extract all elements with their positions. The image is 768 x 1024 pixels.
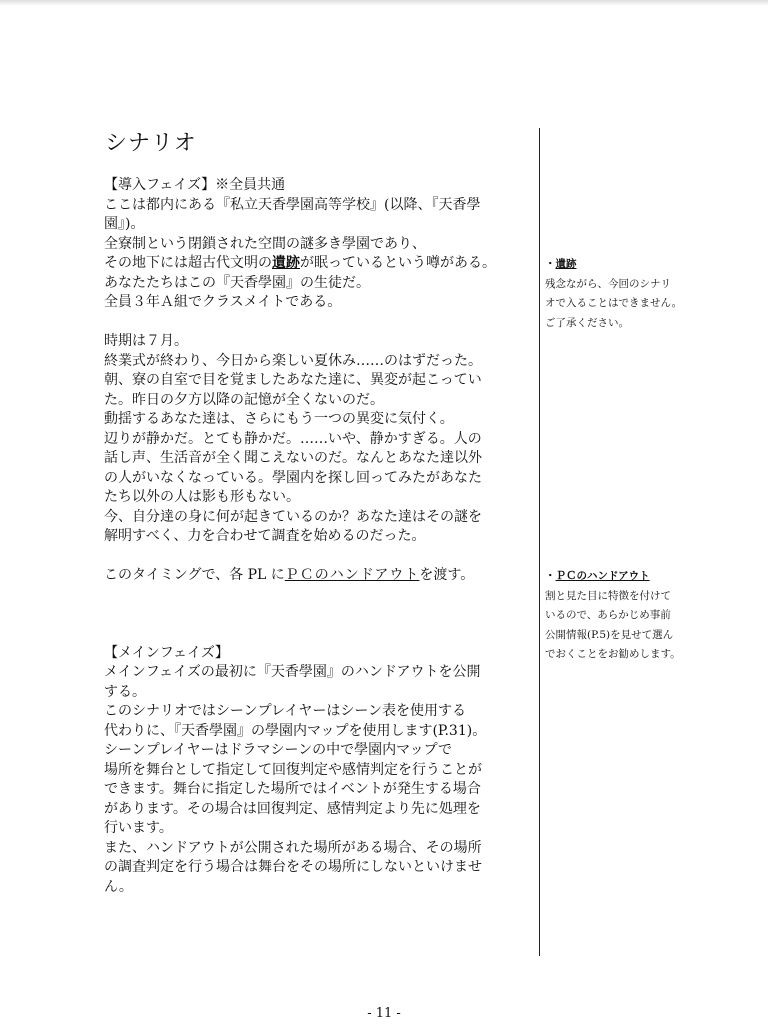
- main-phase-line: また、ハンドアウトが公開された場所がある場合、その場所: [104, 839, 482, 856]
- note-title-text: ＰＣのハンドアウト: [555, 570, 650, 582]
- story-line: 辺りが静かだ。とても静かだ。……いや、静かすぎる。人の: [104, 430, 482, 447]
- main-phase-line: 場所を舞台として指定して回復判定や感情判定を行うことが: [104, 761, 482, 778]
- main-phase-line: があります。その場合は回復判定、感情判定より先に処理を: [104, 800, 481, 817]
- main-column: [104, 176, 538, 897]
- margin-note-line: 割と見た目に特徴を付けて: [545, 589, 671, 602]
- top-edge-shadow: [0, 0, 768, 6]
- main-phase-line: シーンプレイヤーはドラマシーンの中で學園内マップで: [104, 742, 453, 758]
- column-divider: [539, 128, 540, 956]
- pc-handout-keyword[interactable]: ＰＣのハンドアウト: [284, 567, 420, 583]
- handout-line-after: を渡す。: [419, 567, 475, 583]
- intro-line: あなたたちはこの『天香學園』の生徒だ。: [104, 274, 370, 291]
- story-line: 終業式が終わり、今日から楽しい夏休み……のはずだった。: [104, 352, 482, 369]
- story-line: の人がいなくなっている。學園内を探し回ってみたがあなた: [104, 469, 482, 486]
- margin-note-line: オで入ることはできません。: [545, 297, 683, 309]
- section-gap: [104, 586, 538, 644]
- story-line: 今、自分達の身に何が起きているのか？あなた達はその謎を: [104, 508, 482, 525]
- margin-note-line: 公開情報(P.5)を見せて選ん: [545, 628, 674, 641]
- intro-line: 全員３年Ａ組でクラスメイトである。: [104, 294, 342, 310]
- relic-keyword[interactable]: 遺跡: [272, 255, 300, 271]
- paragraph-gap: [104, 547, 538, 567]
- note-bullet: ・: [545, 570, 556, 582]
- story-line: 解明すべく、力を合わせて調査を始めるのだった。: [104, 528, 426, 544]
- main-phase-line: このシナリオではシーンプレイヤーはシーン表を使用する: [104, 703, 467, 719]
- note-bullet: ・: [545, 258, 556, 270]
- margin-note-title: [545, 255, 725, 275]
- paragraph-gap: [104, 313, 538, 333]
- story-line: 動揺するあなた達は、さらにもう一つの異変に気付く。: [104, 411, 454, 427]
- main-phase-line: メインフェイズの最初に『天香學園』のハンドアウトを公開: [104, 664, 481, 680]
- intro-line: 園』)。: [104, 216, 145, 232]
- margin-note-line: いるので、あらかじめ事前: [545, 609, 671, 621]
- margin-note-line: 残念ながら、今回のシナリ: [545, 277, 671, 290]
- main-phase-line: ん。: [104, 878, 133, 895]
- margin-note-relic: [545, 255, 725, 333]
- story-line: たち以外の人は影も形もない。: [104, 489, 300, 505]
- intro-section-label: 【導入フェイズ】※全員共通: [104, 177, 286, 193]
- margin-note-line: ご了承ください。: [545, 316, 629, 329]
- main-phase-line: できます。舞台に指定した場所ではイベントが発生する場合: [104, 781, 481, 797]
- margin-note-line: でおくことをお勧めします。: [545, 648, 681, 660]
- page-number: - 11 -: [367, 1006, 401, 1021]
- handout-line-before: このタイミングで、各 PL に: [104, 567, 285, 583]
- note-title-text: 遺跡: [555, 258, 577, 270]
- main-phase-line: 代わりに、『天香學園』の學園内マップを使用します(P.31)。: [104, 722, 487, 739]
- main-phase-line: する。: [104, 683, 146, 700]
- handout-line: [104, 566, 538, 586]
- story-line: 話し声、生活音が全く聞こえないのだ。なんとあなた達以外: [104, 450, 482, 466]
- page-title: シナリオ: [105, 131, 197, 156]
- margin-note-pc-handout: [545, 567, 725, 665]
- relic-line: [104, 254, 538, 274]
- main-phase-line: の調査判定を行う場合は舞台をその場所にしないといけませ: [104, 859, 482, 875]
- main-phase-line: 行います。: [104, 820, 173, 836]
- main-phase-section-label: 【メインフェイズ】: [104, 644, 229, 661]
- relic-line-before: その地下には超古代文明の: [104, 255, 272, 271]
- story-line: 朝、寮の自室で目を覚ましたあなた達に、異変が起こってい: [104, 372, 482, 388]
- intro-line: ここは都内にある『私立天香學園高等学校』(以降、『天香學: [104, 196, 481, 213]
- margin-note-title: [545, 567, 725, 587]
- intro-line: 全寮制という閉鎖された空間の謎多き學園であり、: [104, 235, 426, 252]
- relic-line-after: が眠っているという噂がある。: [300, 255, 496, 271]
- story-line: 時期は７月。: [104, 333, 188, 349]
- story-line: た。昨日の夕方以降の記憶が全くないのだ。: [104, 391, 384, 408]
